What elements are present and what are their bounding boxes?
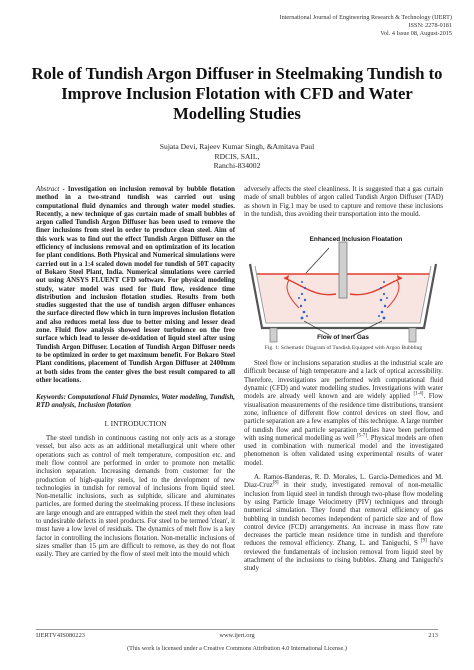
abstract (36, 186, 235, 385)
right-p2-text-c: have reviewed the fundamentals of inclusion removal from liquid steel by attachment of the inclusions to rising bubbles. Zhang and Taniguchi's study (244, 540, 443, 573)
label-pointer-top (306, 248, 329, 273)
figure-caption: Fig. 1: Schematic Diagram of Tundish Equipped with Argon Bubbling (264, 345, 423, 352)
footer-rule (36, 629, 438, 630)
right-p1-text-a: Steel flow or inclusions separation studies at the industrial scale are difficult because of high temperature and a lack of optical accessibility. Therefore, investigations are performed with computational fluid dynamic (CFD) and water modelling studies. Investigations with water models are already well known and are widely applied (244, 360, 443, 401)
right-p1-text-b: . Flow visualisation measurements of the residence time distributions, transient zone, influence of different flow control devices on steel flow, and particle separation are a few examples of this technique. A large number of tundish flow and particle separation studies have been performed with using numerical modelling as well (244, 393, 443, 442)
author-names: Sujata Devi, Rajeev Kumar Singh, &Amitava Paul (159, 142, 315, 151)
figure-label-bottom: Flow of Inert Gas (317, 334, 369, 342)
footer-website-link[interactable]: www.ijert.org (219, 632, 255, 639)
outlet-right (409, 328, 416, 342)
abstract-text: - Investigation on inclusion removal by bubble flotation method in a two-strand tundish was carried out using computational fluid dynamics and through water model studies. Recently, a new technique of gas curtain made of small bubbles of argon called Tundish Argon Diffuser has been used to remove the finer inclusions from steel in order to produce clean steel. Aim of this work was to find out the effect Tundish Argon Diffuser on the efficiency of inclusions removal and on optimization of its location for plant conditions. Both Physical and Numerical simulations were carried out in a 1:4 scaled down model for tundish of 50T capacity of Bokaro Steel Plant, India. Numerical simulations were carried out using ANSYS FLUENT CFD software. For physical modeling study, water model was used for fluid flow, residence time distribution and inclusion flotation studies. Results from both studies suggested that the use of tundish argon diffuser enhances the surface directed flow which in turn improves inclusion flotation and also reduces metal loss due to better mixing and lesser dead zone. Fluid flow analysis showed lesser turbulence on the free surface which lead to lesser de-oxidation of liquid steel after using Tundish Argon Diffuser. Location of Tundish Argon Diffuser needs to be optimized in order to get maximum benefit. For Bokaro Steel Plant conditions, placement of Tundish Argon Diffuser at 2400mm at both sides from the center gives the best result compared to all other locations. (36, 186, 235, 384)
ladle-shroud (339, 242, 347, 298)
author-block (0, 142, 474, 171)
left-column (36, 186, 235, 559)
section-heading-introduction: I. INTRODUCTION (104, 418, 167, 428)
journal-issn: ISSN: 2278-0181 (408, 22, 452, 30)
right-column (244, 186, 443, 574)
right-paragraph-1 (244, 360, 443, 468)
paper-title: Role of Tundish Argon Diffuser in Steelmaking Tundish to Improve Inclusion Flotation with CFD and Water Modelling Studies (31, 64, 443, 123)
footer-page-number: 213 (428, 632, 438, 639)
right-paragraph-2 (244, 474, 443, 574)
right-p2-text-b: in their study, investigated removal of non-metallic inclusion from liquid steel in tundish through two-phase flow modeling by using Particle Image Velocimetry (PIV) techniques and through numerical simulation. They found that removal efficiency of gas bubbling in tundish becomes independent of particle size and of flow control device (FCD) arrangements. An increase in mass flow rate decreases the particle mean residence time in tundish and therefore reduces the removal efficiency. Zhang, L. and Taniguchi, S (244, 482, 443, 548)
citation-8: [8] (272, 481, 279, 487)
outlet-left (270, 328, 277, 342)
intro-paragraph: The steel tundish in continuous casting not only acts as a storage vessel, but also acts as an additional metallurgical unit where other operations such as control of melt temperature, composition etc. and melt flow control are performed in order to promote non metallic inclusion separation. Increasing demands from customer for the production of high-quality steels, led to the development of new technologies in tundish for removal of inclusions from liquid steel. Non-metallic inclusions, such as sulphide, silicate and aluminates particles, are formed during the steelmaking process. If these inclusions are large enough and are entrapped within the steel melt they often lead to undesirable defects in steel products. For steel to be termed 'clean', it must have a low level of residuals. The dynamics of melt flow is a key factor in controlling the inclusions flotation. Non-metallic inclusions of sizes smaller than 15 µm are difficult to remove, as they do not float easily. They are carried by the flow of steel melt into the mould which (36, 435, 235, 559)
figure-label-top: Enhanced Inclusion Floatation (309, 236, 403, 244)
citation-9: [9] (421, 539, 427, 545)
journal-volume: Vol. 4 Issue 08, August-2015 (380, 30, 452, 38)
footer-paper-id: IJERTV4IS080223 (36, 632, 85, 639)
citation-1-4: [1-4] (413, 392, 424, 398)
tundish-schematic (244, 228, 442, 344)
author-city: Ranchi-834002 (213, 161, 261, 171)
keywords: Keywords: Computational Fluid Dynamics, Water modeling, Tundish, RTD analysis, Inclusion flotation (36, 394, 235, 410)
journal-header (280, 14, 452, 39)
right-p2-text-a: A. Ramos-Banderas, R. D. Morales, L. Garcia-Demedices and M. Diaz-Cruz (244, 474, 443, 490)
figure-tundish (244, 228, 442, 344)
right-paragraph-0: adversely affects the steel cleanliness. It is suggested that a gas curtain made of small bubbles of argon called Tundish Argon Diffuser (TAD) as shown in Fig.1 may be used to capture and remove these inclusions in the tundish, thus avoiding their transportation into the mould. (244, 186, 443, 218)
citation-5-7: [5-7] (356, 433, 367, 439)
author-affiliation: RDCIS, SAIL, (214, 151, 260, 161)
right-p1-text-c: . Physical models are often used in combination with numerical model and the investigated phenomenon is often validated using experimental results of water model. (244, 434, 443, 467)
footer-license: (This work is licensed under a Creative Commons Attribution 4.0 International License.) (127, 645, 347, 652)
abstract-label: Abstract (36, 186, 60, 193)
journal-name: International Journal of Engineering Research & Technology (IJERT) (279, 14, 452, 21)
